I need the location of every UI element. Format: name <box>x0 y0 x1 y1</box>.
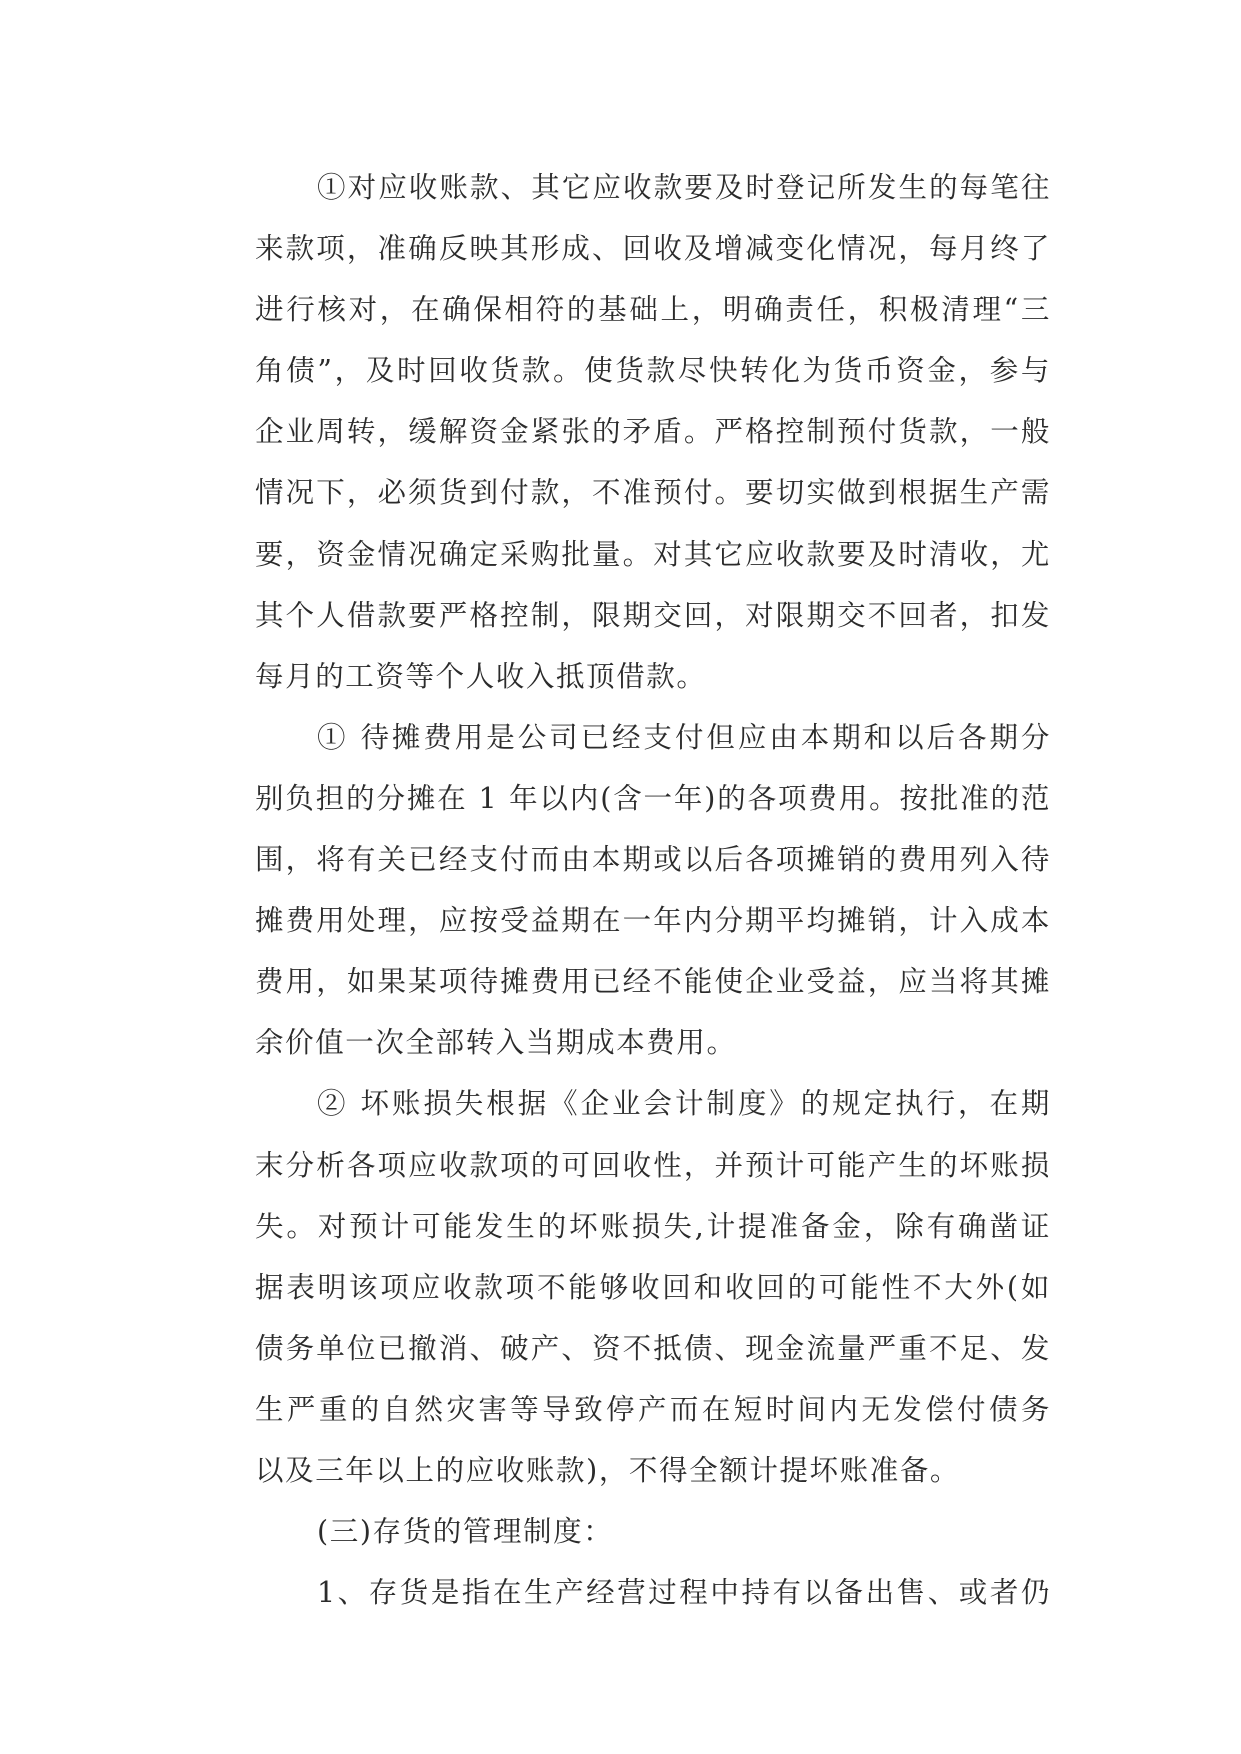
paragraph-inventory-definition <box>193 1562 1051 1623</box>
text-line: 其个人借款要严格控制，限期交回，对限期交不回者，扣发 <box>255 598 1051 632</box>
text-line: 来款项，准确反映其形成、回收及增减变化情况，每月终了 <box>255 232 1051 266</box>
text-line: 据表明该项应收款项不能够收回和收回的可能性不大外(如 <box>255 1270 1051 1304</box>
text-line: 费用，如果某项待摊费用已经不能使企业受益，应当将其摊 <box>255 965 1051 999</box>
text-line: 要，资金情况确定采购批量。对其它应收款要及时清收，尤 <box>255 537 1051 571</box>
text-line: 以及三年以上的应收账款)，不得全额计提坏账准备。 <box>255 1453 961 1487</box>
paragraph-receivables <box>193 157 1051 707</box>
text-line: 生严重的自然灾害等导致停产而在短时间内无发偿付债务 <box>255 1392 1051 1426</box>
document-body <box>193 157 1051 1623</box>
text-line: 别负担的分摊在 1 年以内(含一年)的各项费用。按批准的范 <box>255 781 1051 815</box>
text-line: 角债”，及时回收货款。使货款尽快转化为货币资金，参与 <box>255 354 1051 388</box>
text-line: 债务单位已撤消、破产、资不抵债、现金流量严重不足、发 <box>255 1331 1051 1365</box>
text-line: 围，将有关已经支付而由本期或以后各项摊销的费用列入待 <box>255 843 1051 877</box>
text-line: ① 待摊费用是公司已经支付但应由本期和以后各期分 <box>317 720 1051 754</box>
section-heading: (三)存货的管理制度： <box>317 1515 614 1549</box>
text-line: 摊费用处理，应按受益期在一年内分期平均摊销，计入成本 <box>255 904 1051 938</box>
text-line: ② 坏账损失根据《企业会计制度》的规定执行，在期 <box>317 1087 1051 1121</box>
text-line: 企业周转，缓解资金紧张的矛盾。严格控制预付货款，一般 <box>255 415 1051 449</box>
text-line: 每月的工资等个人收入抵顶借款。 <box>255 659 707 693</box>
text-line: 失。对预计可能发生的坏账损失,计提准备金，除有确凿证 <box>255 1209 1051 1243</box>
paragraph-bad-debts <box>193 1073 1051 1501</box>
text-line: 进行核对，在确保相符的基础上，明确责任，积极清理“三 <box>255 293 1051 327</box>
text-line: 1、存货是指在生产经营过程中持有以备出售、或者仍 <box>317 1576 1051 1610</box>
paragraph-prepaid-expenses <box>193 707 1051 1074</box>
text-line: 余价值一次全部转入当期成本费用。 <box>255 1026 737 1060</box>
text-line: ①对应收账款、其它应收款要及时登记所发生的每笔往 <box>317 171 1051 204</box>
text-line: 情况下，必须货到付款，不准预付。要切实做到根据生产需 <box>255 476 1051 510</box>
text-line: 末分析各项应收款项的可回收性，并预计可能产生的坏账损 <box>255 1148 1051 1182</box>
section-heading-inventory <box>193 1501 1051 1562</box>
